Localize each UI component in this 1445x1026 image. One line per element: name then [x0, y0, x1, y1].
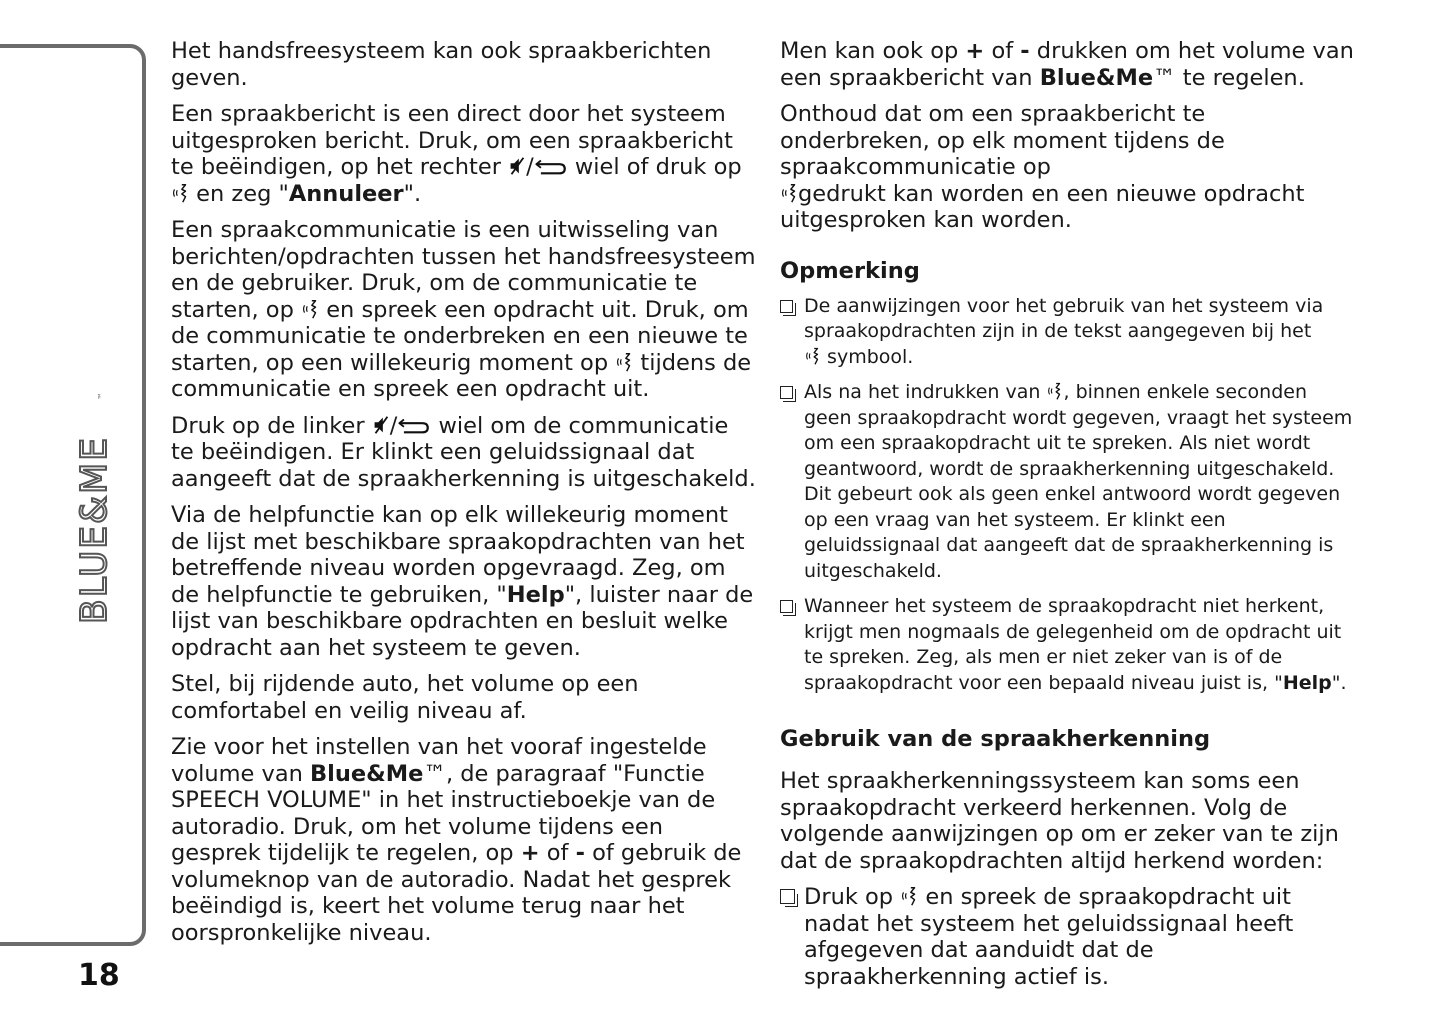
paragraph-volume-spraakbericht: Men kan ook op + of - drukken om het volume van een spraakbericht van Blue&Me™ te regelen.: [780, 38, 1354, 91]
note-item: Wanneer het systeem de spraakopdracht niet herkent, krijgt men nogmaals de gelegenheid om de opdracht uit te spreken. Zeg, als men er niet zeker van is of de spraakopdracht voor een bepaald niveau juist is, "Help".: [780, 594, 1355, 696]
mute-icon: [372, 414, 390, 436]
heading-gebruik-spraakherkenning: Gebruik van de spraakherkenning: [780, 726, 1211, 752]
paragraph-spraakbericht: Een spraakbericht is een direct door het systeem uitgesproken bericht. Druk, om een spraakbericht te beëindigen, op het rechter / wiel of druk op en zeg "Annuleer".: [171, 101, 742, 207]
back-icon: [397, 414, 431, 436]
note-item: Als na het indrukken van , binnen enkele seconden geen spraakopdracht wordt gegeven, vraagt het systeem om een spraakopdracht uit te spreken. Als niet wordt geantwoord, wordt de spraakherkenning uitgeschakeld. Dit gebeurt ook als geen enkel antwoord wordt gegeven op een vraag van het systeem. Er klinkt een geluidssignaal dat aangeeft dat de spraakherkenning is uitgeschakeld.: [780, 380, 1355, 584]
mute-icon: [508, 155, 526, 177]
checkbox-bullet-icon: [780, 889, 795, 904]
left-column: [171, 38, 756, 946]
voice-icon: [615, 351, 633, 373]
note-item: De aanwijzingen voor het gebruik van het systeem via spraakopdrachten zijn in de tekst aangegeven bij het symbool.: [780, 294, 1355, 371]
page-number: 18: [78, 958, 120, 993]
voice-icon: [171, 182, 189, 204]
voice-icon: [1046, 381, 1063, 401]
paragraph-helpfunctie: Via de helpfunctie kan op elk willekeurig moment de lijst met beschikbare spraakopdrachten van het betreffende niveau worden opgevraagd. Zeg, om de helpfunctie te gebruiken, "Help", luister naar de lijst van beschikbare opdrachten en besluit welke opdracht aan het systeem te geven.: [171, 502, 754, 661]
voice-icon: [804, 346, 821, 366]
paragraph-beeindigen: Druk op de linker / wiel om de communicatie te beëindigen. Er klinkt een geluidssignaal dat aangeeft dat de spraakherkenning is uitgeschakeld.: [171, 412, 756, 492]
paragraph-spraakcommunicatie: Een spraakcommunicatie is een uitwisseling van berichten/opdrachten tussen het handsfreesysteem en de gebruiker. Druk, om de communicatie te starten, op en spreek een opdracht uit. Druk, om de communicatie te onderbreken en een nieuwe te starten, op een willekeurig moment op tijdens de communicatie en spreek een opdracht uit.: [171, 217, 756, 402]
svg-text:BLUE&ME: BLUE&ME: [74, 436, 115, 624]
svg-text:™: ™: [97, 392, 106, 400]
instruction-item: Druk op en spreek de spraakopdracht uit nadat het systeem het geluidssignaal heeft afgegeven dat aanduidt dat de spraakherkenning actief is.: [780, 884, 1355, 990]
heading-opmerking: Opmerking: [780, 257, 920, 284]
paragraph-speech-volume: Zie voor het instellen van het vooraf ingestelde volume van Blue&Me™, de paragraaf "Functie SPEECH VOLUME" in het instructieboekje van de autoradio. Druk, om het volume tijdens een gesprek tijdelijk te regelen, op + of - of gebruik de volumeknop van de autoradio. Nadat het gesprek beëindigd is, keert het volume terug naar het oorspronkelijke niveau.: [171, 734, 742, 946]
voice-icon: [900, 885, 918, 907]
right-column: [780, 38, 1355, 990]
paragraph-intro: Het handsfreesysteem kan ook spraakberichten geven.: [171, 38, 712, 91]
voice-icon: [780, 182, 798, 204]
paragraph-onderbreken: Onthoud dat om een spraakbericht te onderbreken, op elk moment tijdens de spraakcommunicatie op gedrukt kan worden en een nieuwe opdracht uitgesproken kan worden.: [780, 101, 1305, 233]
checkbox-bullet-icon: [780, 300, 793, 313]
checkbox-bullet-icon: [780, 600, 793, 613]
paragraph-spraakherkenningssysteem: Het spraakherkenningssysteem kan soms een spraakopdracht verkeerd herkennen. Volg de volgende aanwijzingen op om er zeker van te zijn dat de spraakopdrachten altijd herkend worden:: [780, 768, 1339, 874]
blue-and-me-logo: [68, 392, 118, 632]
paragraph-volume: Stel, bij rijdende auto, het volume op een comfortabel en veilig niveau af.: [171, 671, 639, 724]
back-icon: [534, 155, 568, 177]
voice-icon: [301, 298, 319, 320]
checkbox-bullet-icon: [780, 386, 793, 399]
